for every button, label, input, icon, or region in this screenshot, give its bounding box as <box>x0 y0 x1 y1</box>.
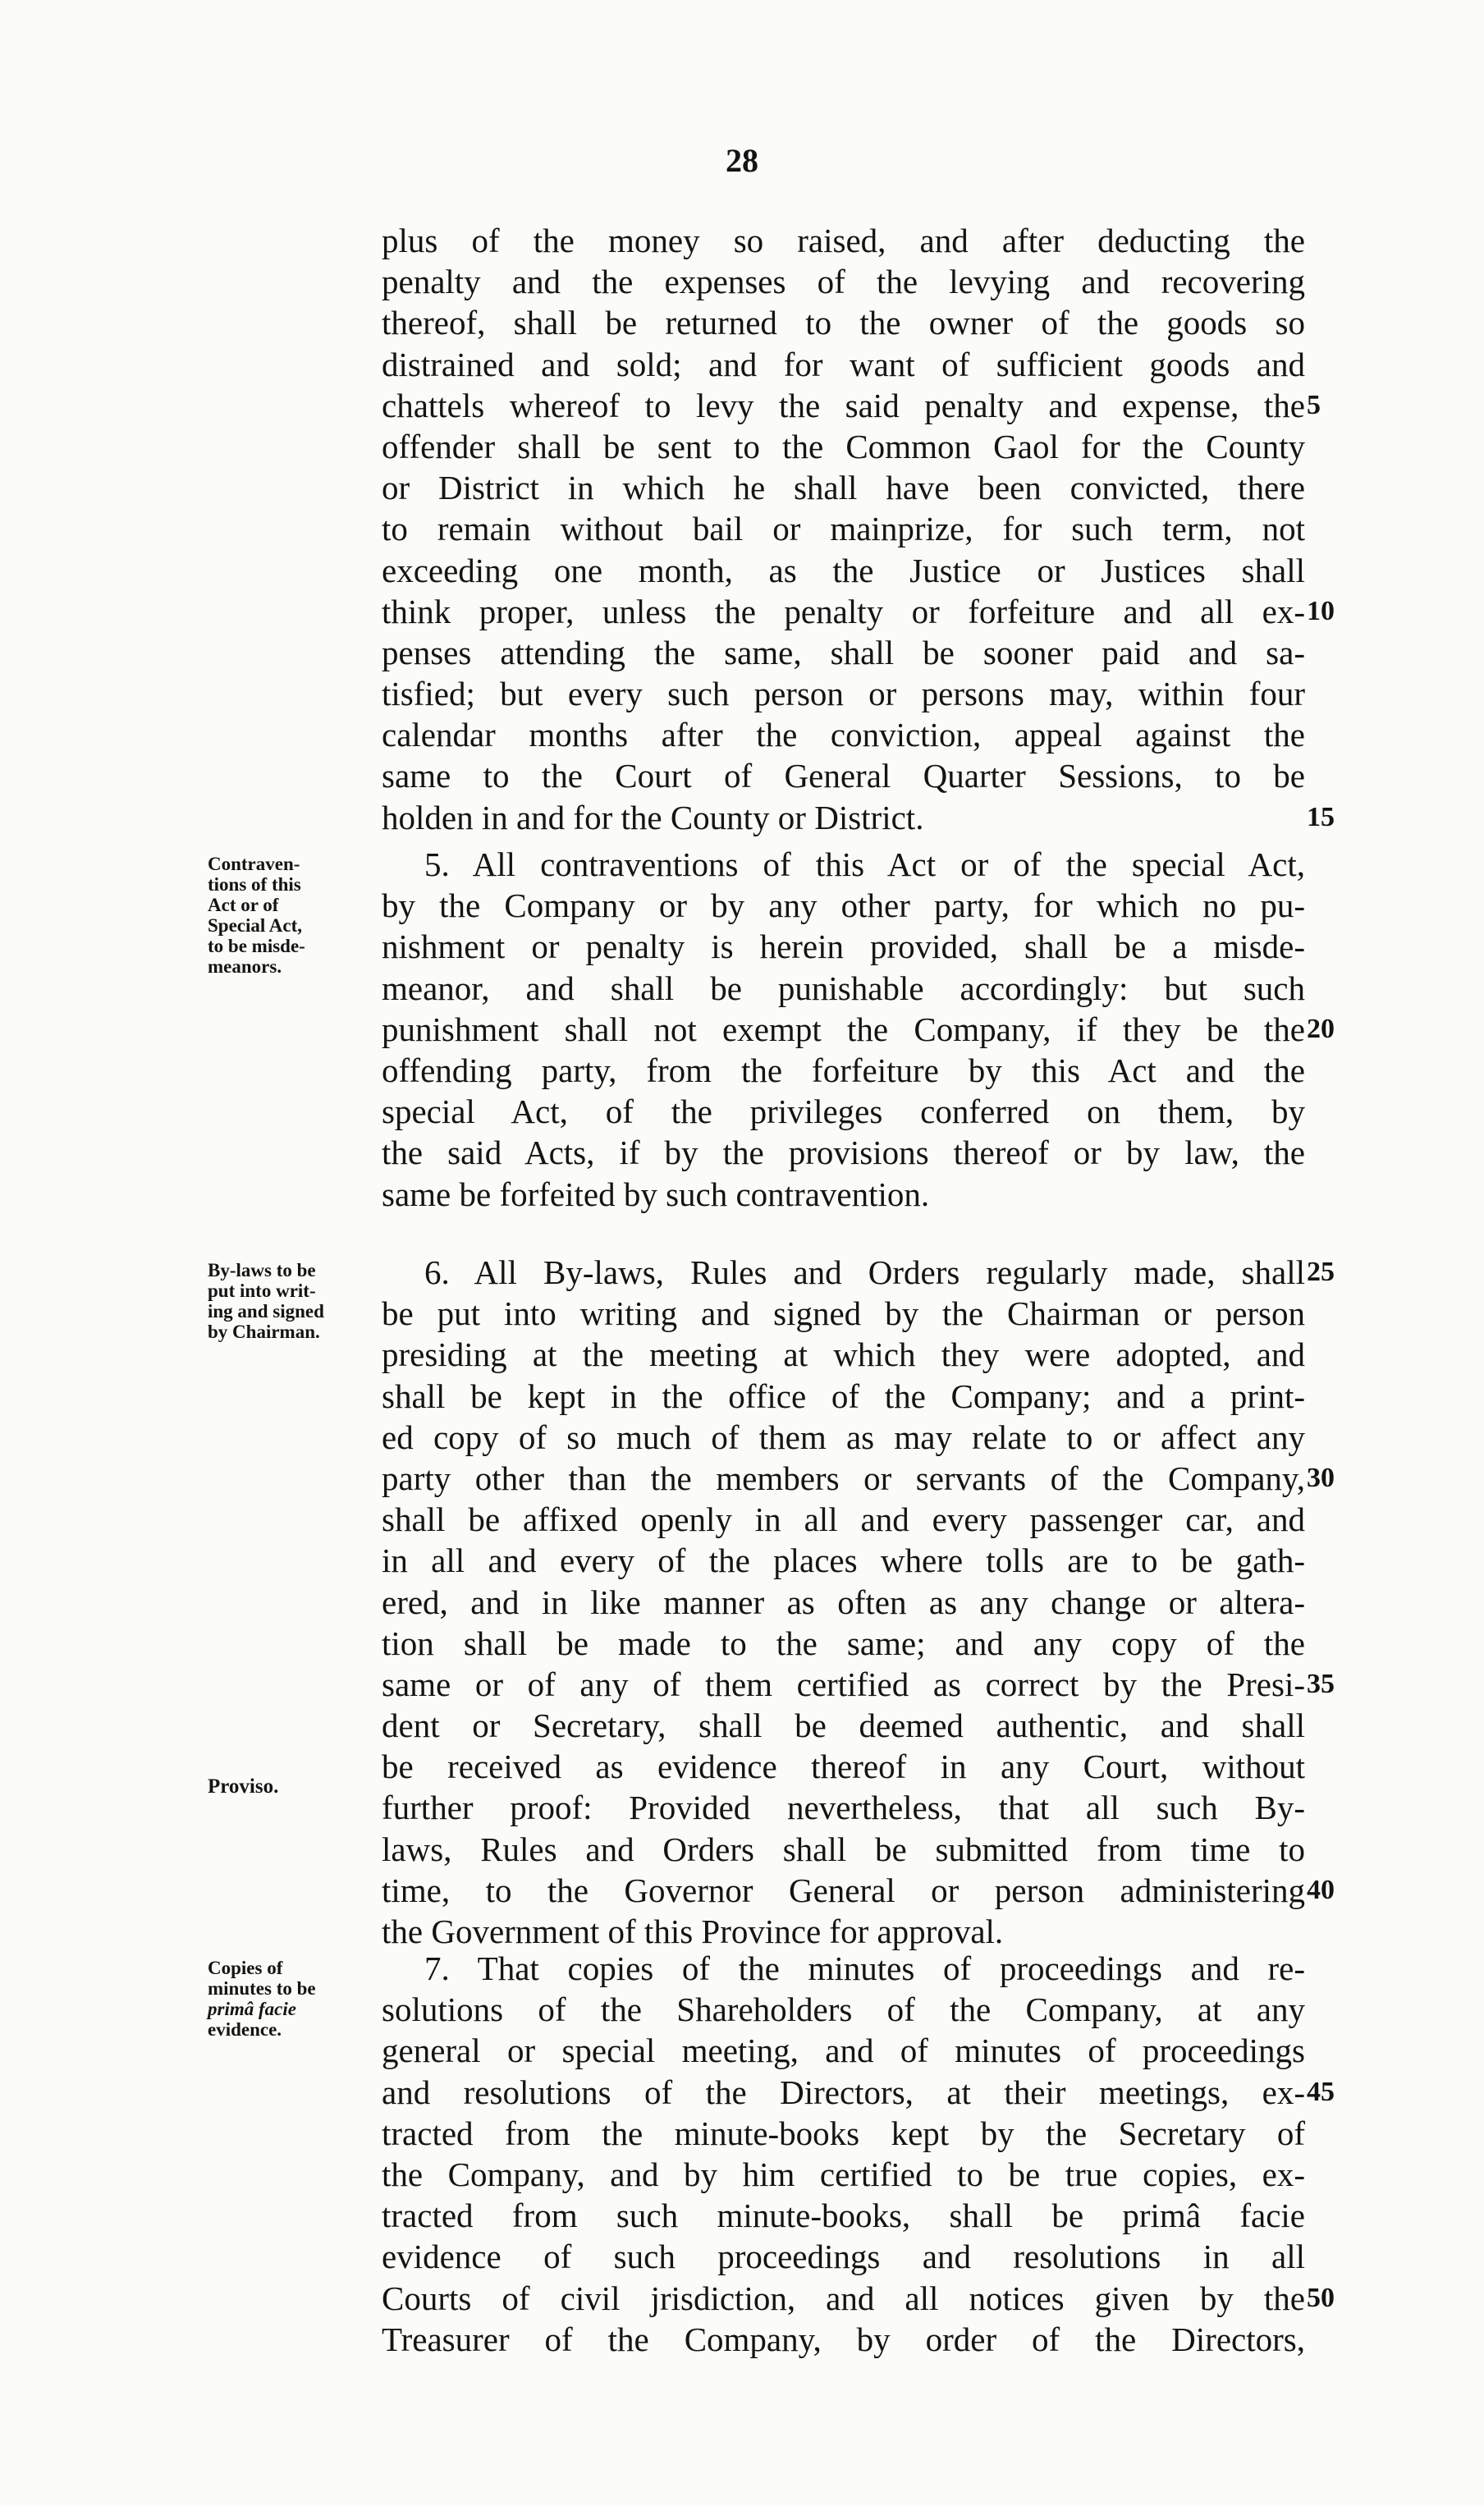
text-line: think proper, unless the penalty or forfeiture and all ex- <box>382 592 1305 630</box>
text-line: the Government of this Province for approval. <box>382 1913 1004 1950</box>
text-line: chattels whereof to levy the said penalty and expense, the <box>382 386 1305 424</box>
margin-note-line: Contraven- <box>208 854 300 874</box>
text-line: Courts of civil jrisdiction, and all notices given by the <box>382 2279 1305 2317</box>
margin-note-line: ing and signed <box>208 1301 324 1322</box>
margin-note-copies <box>208 1958 380 2040</box>
text-line: to remain without bail or mainprize, for such term, not <box>382 510 1305 548</box>
margin-note-line: By-laws to be <box>208 1260 316 1280</box>
text-line: ered, and in like manner as often as any change or altera- <box>382 1583 1305 1621</box>
text-line: special Act, of the privileges conferred on them, by <box>382 1093 1305 1131</box>
text-line: offender shall be sent to the Common Gaol for the County <box>382 427 1305 465</box>
text-line: the said Acts, if by the provisions thereof or by law, the <box>382 1134 1305 1172</box>
text-line: tisfied; but every such person or persons may, within four <box>382 675 1305 713</box>
line-number: 10 <box>1307 596 1335 626</box>
text-line: tion shall be made to the same; and any copy of the <box>382 1624 1305 1662</box>
text-line: same be forfeited by such contravention. <box>382 1175 930 1213</box>
margin-note-line: minutes to be <box>208 1978 316 1999</box>
text-line: evidence of such proceedings and resolutions in all <box>382 2238 1305 2276</box>
margin-note-bylaws <box>208 1260 380 1342</box>
text-line: holden in and for the County or District. <box>382 798 924 836</box>
text-line: general or special meeting, and of minutes of proceedings <box>382 2032 1305 2070</box>
margin-note-line: Act or of <box>208 895 279 915</box>
text-line: the Company, and by him certified to be true copies, ex- <box>382 2155 1305 2193</box>
line-number: 40 <box>1307 1875 1335 1905</box>
page-number: 28 <box>726 142 758 179</box>
margin-note-line: Special Act, <box>208 915 302 936</box>
text-line: nishment or penalty is herein provided, shall be a misde- <box>382 928 1305 966</box>
line-number: 30 <box>1307 1463 1335 1493</box>
section-7 <box>382 1948 1305 2360</box>
text-line: same or of any of them certified as correct by the Presi- <box>382 1665 1305 1703</box>
text-line: 6. All By-laws, Rules and Orders regularly made, shall <box>424 1253 1305 1291</box>
line-number: 5 <box>1307 390 1321 420</box>
text-line: calendar months after the conviction, appeal against the <box>382 716 1305 754</box>
text-line: offending party, from the forfeiture by this Act and the <box>382 1051 1305 1089</box>
text-line: further proof: Provided nevertheless, that all such By- <box>382 1789 1305 1827</box>
text-line: same to the Court of General Quarter Sessions, to be <box>382 757 1305 795</box>
text-line: exceeding one month, as the Justice or Justices shall <box>382 551 1305 589</box>
text-line: shall be kept in the office of the Company; and a print- <box>382 1377 1305 1415</box>
line-number: 50 <box>1307 2283 1335 2313</box>
text-line: by the Company or by any other party, for which no pu- <box>382 886 1305 925</box>
margin-note-proviso: Proviso. <box>208 1775 279 1798</box>
margin-note-line: Copies of <box>208 1958 283 1978</box>
text-line: distrained and sold; and for want of sufficient goods and <box>382 345 1305 383</box>
margin-note-line: to be misde- <box>208 936 305 956</box>
margin-note-line: tions of this <box>208 874 301 895</box>
text-line: and resolutions of the Directors, at their meetings, ex- <box>382 2073 1305 2111</box>
text-line: penses attending the same, shall be sooner paid and sa- <box>382 633 1305 671</box>
line-number: 20 <box>1307 1014 1335 1044</box>
paragraph-continuation <box>382 220 1305 838</box>
text-line: dent or Secretary, shall be deemed authentic, and shall <box>382 1707 1305 1745</box>
margin-note-line: evidence. <box>208 2019 282 2040</box>
margin-note-line: meanors. <box>208 956 282 977</box>
text-line: Treasurer of the Company, by order of the Directors, <box>382 2320 1305 2358</box>
text-line: tracted from the minute-books kept by the Secretary of <box>382 2114 1305 2152</box>
text-line: or District in which he shall have been convicted, there <box>382 469 1305 507</box>
text-line: solutions of the Shareholders of the Company, at any <box>382 1991 1305 2029</box>
line-number: 15 <box>1307 802 1335 832</box>
line-number: 25 <box>1307 1257 1335 1287</box>
text-line: time, to the Governor General or person administering <box>382 1871 1305 1909</box>
margin-note-line: put into writ- <box>208 1280 316 1301</box>
text-line: in all and every of the places where tolls are to be gath- <box>382 1542 1305 1580</box>
text-line: ed copy of so much of them as may relate to or affect any <box>382 1418 1305 1456</box>
text-line: meanor, and shall be punishable accordingly: but such <box>382 969 1305 1007</box>
text-line: penalty and the expenses of the levying and recovering <box>382 263 1305 301</box>
line-number: 45 <box>1307 2077 1335 2107</box>
text-line: presiding at the meeting at which they were adopted, and <box>382 1335 1305 1374</box>
text-line: 7. That copies of the minutes of proceedings and re- <box>424 1949 1305 1987</box>
text-line: laws, Rules and Orders shall be submitted from time to <box>382 1830 1305 1868</box>
text-line: punishment shall not exempt the Company, if they be the <box>382 1010 1305 1048</box>
margin-note-line: primâ facie <box>208 1999 296 2019</box>
text-line: plus of the money so raised, and after deducting the <box>382 222 1305 259</box>
line-number: 35 <box>1307 1669 1335 1699</box>
section-5 <box>382 844 1305 1215</box>
margin-note-line: by Chairman. <box>208 1322 320 1342</box>
text-line: be put into writing and signed by the Chairman or person <box>382 1294 1305 1333</box>
text-line: party other than the members or servants of the Company, <box>382 1459 1305 1497</box>
text-line: thereof, shall be returned to the owner of the goods so <box>382 304 1305 342</box>
margin-note-contraventions <box>208 854 380 977</box>
text-line: tracted from such minute-books, shall be primâ facie <box>382 2197 1305 2235</box>
section-6 <box>382 1252 1305 1952</box>
text-line: be received as evidence thereof in any Court, without <box>382 1748 1305 1786</box>
text-line: shall be affixed openly in all and every passenger car, and <box>382 1500 1305 1539</box>
text-line: 5. All contraventions of this Act or of the special Act, <box>424 845 1305 883</box>
